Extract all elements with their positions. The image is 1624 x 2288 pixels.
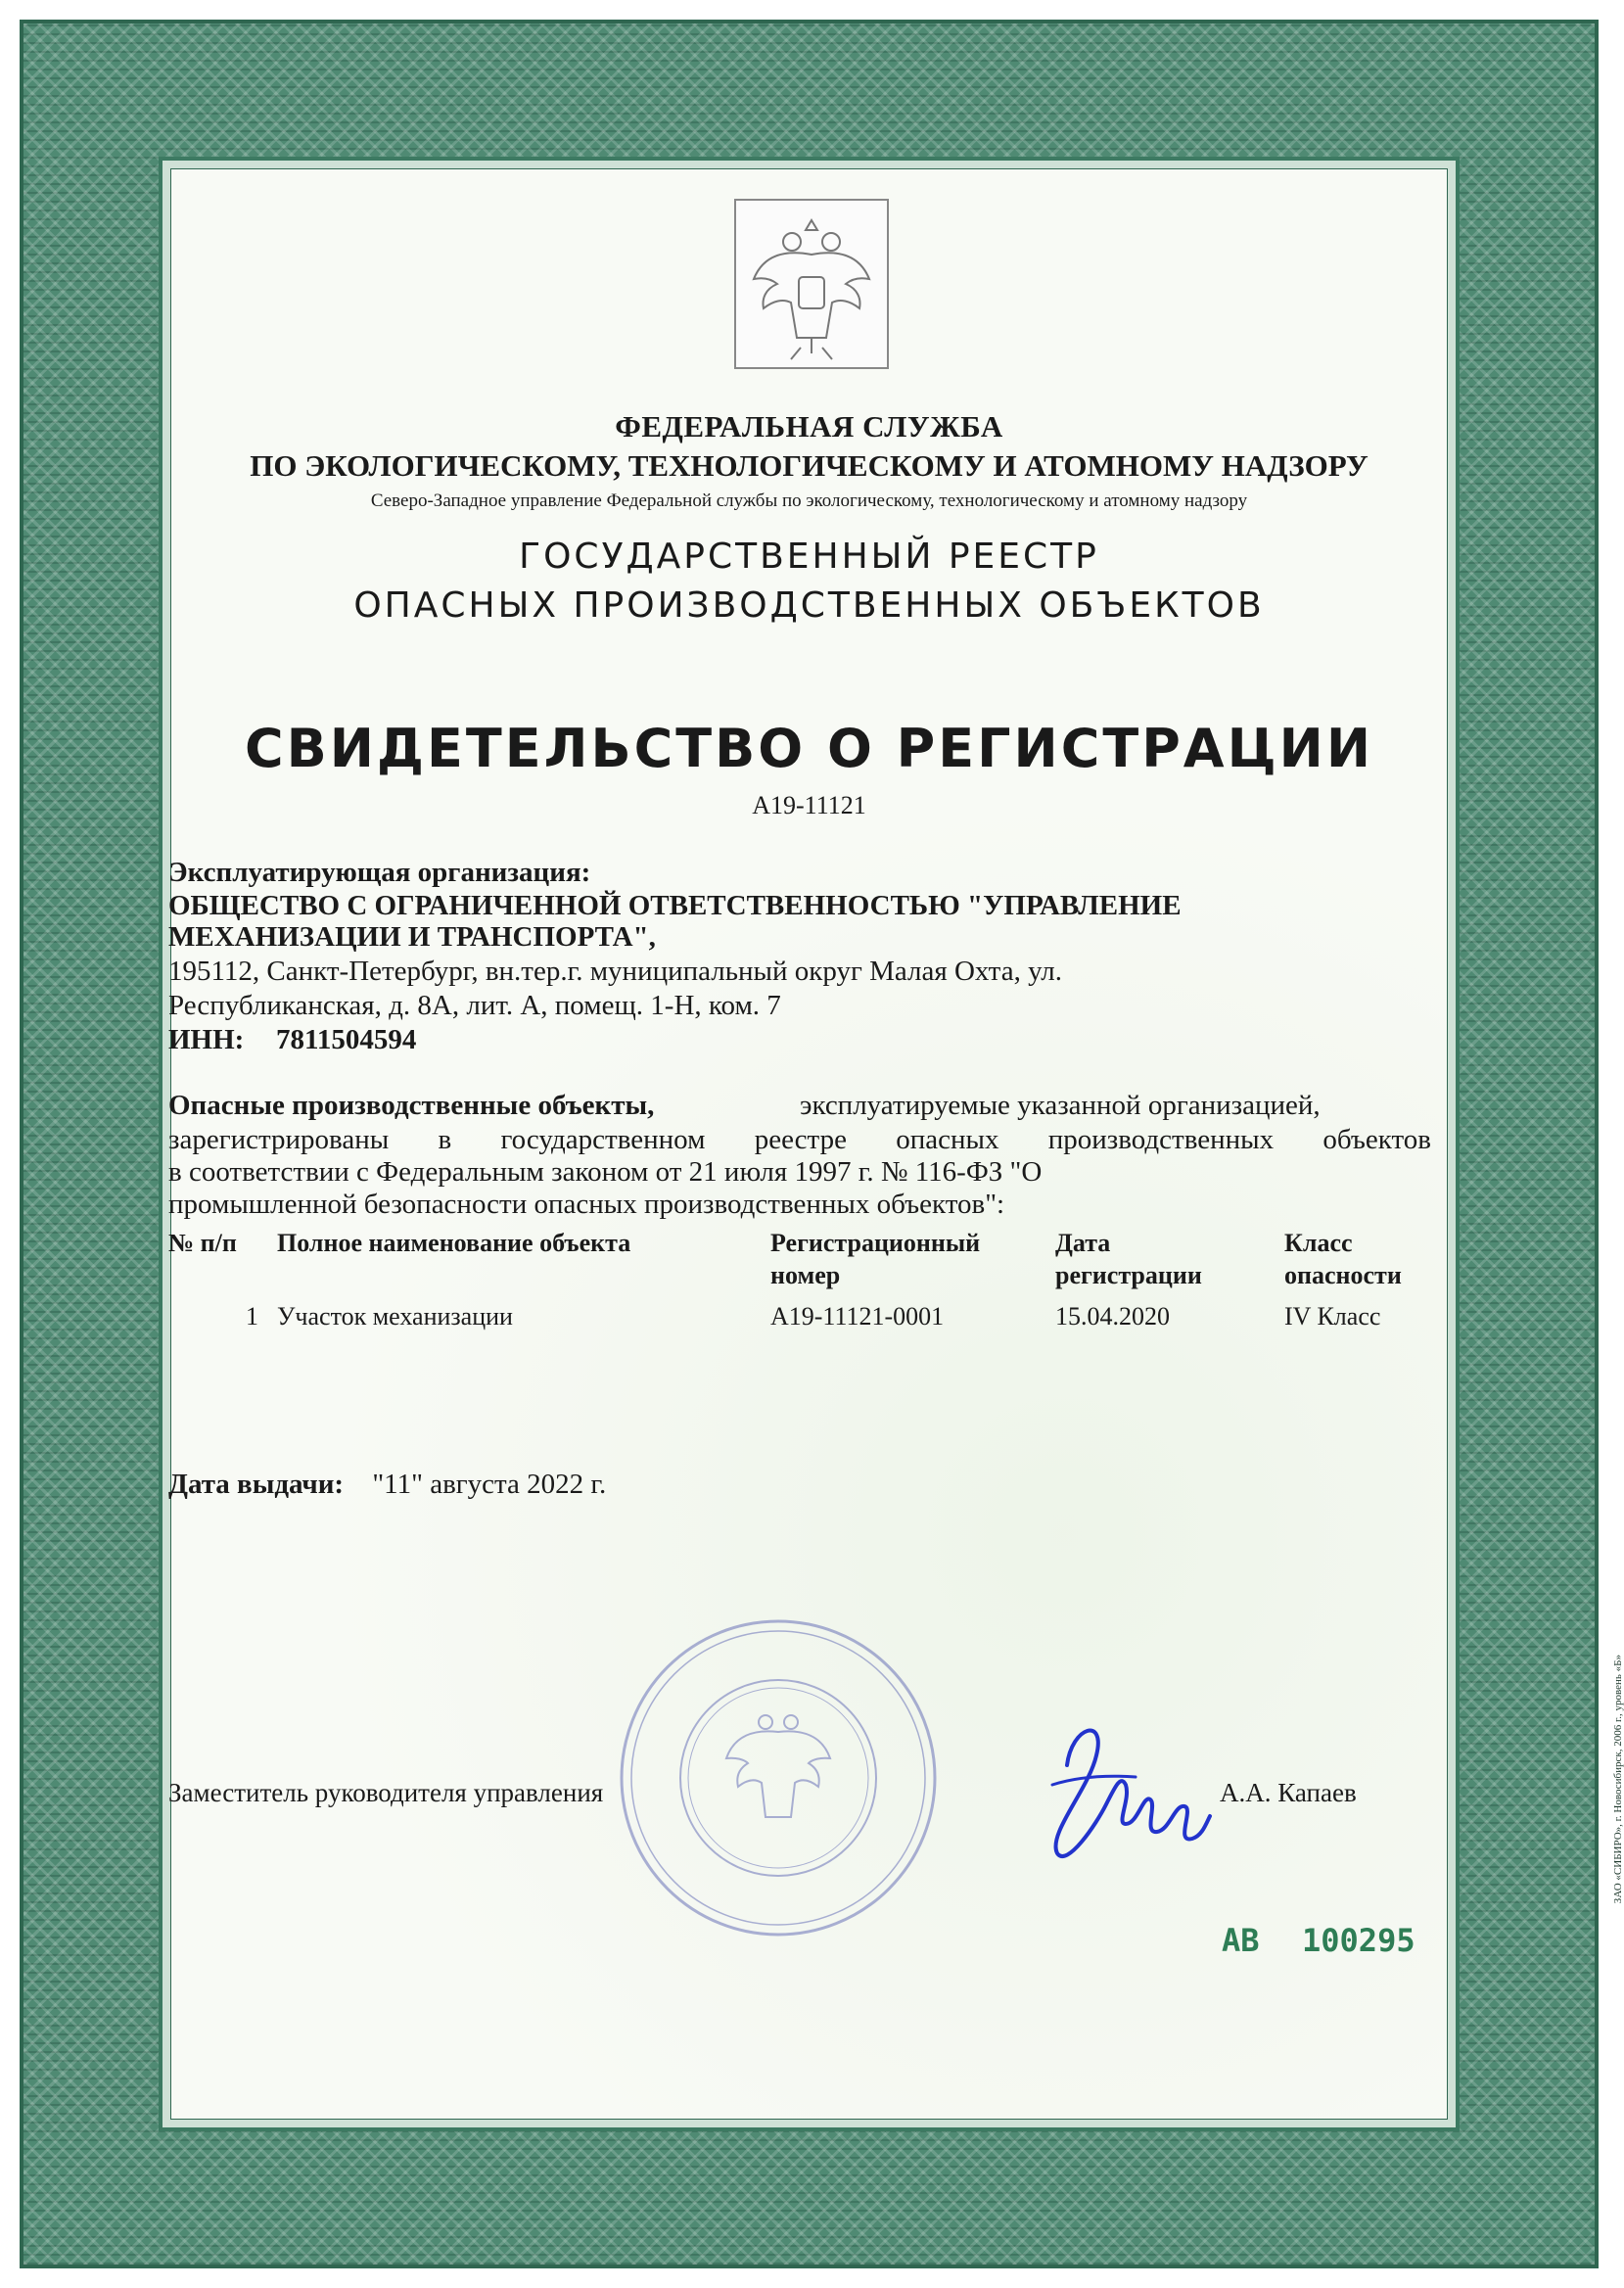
objects-line1-rest: эксплуатируемые указанной организацией, — [800, 1090, 1321, 1121]
col-class-header-line2: опасности — [1284, 1261, 1402, 1289]
registry-title: ГОСУДАРСТВЕННЫЙ РЕЕСТР — [519, 537, 1099, 577]
coat-of-arms-icon — [734, 199, 889, 369]
signature-icon — [1028, 1706, 1214, 1873]
issue-date-value: "11" августа 2022 г. — [372, 1469, 607, 1500]
registry-title-line2: ОПАСНЫХ ПРОИЗВОДСТВЕННЫХ ОБЪЕКТОВ — [353, 585, 1265, 626]
issue-date-label: Дата выдачи: — [168, 1469, 345, 1500]
printer-imprint: ЗАО «СИБИРО», г. Новосибирск, 2006 г., уровень «Б» — [1612, 1655, 1624, 1904]
organization-label: Эксплуатирующая организация: — [168, 857, 591, 888]
organization-name-line2: МЕХАНИЗАЦИИ И ТРАНСПОРТА", — [168, 921, 656, 953]
col-class-header: Класс — [1284, 1229, 1353, 1257]
col-date-header: Дата — [1055, 1229, 1111, 1257]
objects-line4: промышленной безопасности опасных производственных объектов": — [168, 1189, 1005, 1220]
agency-title-line2: ПО ЭКОЛОГИЧЕСКОМУ, ТЕХНОЛОГИЧЕСКОМУ И АТОМНОМУ НАДЗОРУ — [250, 448, 1369, 483]
inn-label: ИНН: — [168, 1024, 245, 1055]
col-name-header: Полное наименование объекта — [277, 1229, 631, 1257]
blank-series: АВ — [1222, 1922, 1260, 1959]
certificate-page — [168, 169, 1447, 2119]
inn-value: 7811504594 — [276, 1024, 417, 1055]
col-regnum-header: Регистрационный — [770, 1229, 981, 1257]
official-stamp — [617, 1616, 940, 1939]
issue-date — [168, 1469, 606, 1501]
row-date: 15.04.2020 — [1055, 1302, 1170, 1331]
signatory-name: А.А. Капаев — [1220, 1778, 1357, 1807]
organization-address-line2: Республиканская, д. 8А, лит. А, помещ. 1-Н, ком. 7 — [168, 990, 781, 1021]
row-class: IV Класс — [1284, 1302, 1381, 1331]
objects-label: Опасные производственные объекты, — [168, 1090, 655, 1121]
certificate-number: А19-11121 — [752, 791, 866, 819]
signatory-position: Заместитель руководителя управления — [168, 1778, 604, 1807]
blank-number: 100295 — [1302, 1922, 1415, 1959]
row-num: 1 — [246, 1302, 258, 1331]
organization-name: ОБЩЕСТВО С ОГРАНИЧЕННОЙ ОТВЕТСТВЕННОСТЬЮ "УПРАВЛЕНИЕ — [168, 890, 1182, 921]
objects-line2: зарегистрированы в государственном реестре опасных производственных объектов — [168, 1124, 1431, 1155]
objects-line3: в соответствии с Федеральным законом от 21 июля 1997 г. № 116-ФЗ "О — [168, 1156, 1043, 1188]
agency-subtitle: Северо-Западное управление Федеральной службы по экологическому, технологическому и атомному надзору — [370, 490, 1248, 511]
col-date-header-line2: регистрации — [1055, 1261, 1202, 1289]
agency-title: ФЕДЕРАЛЬНАЯ СЛУЖБА — [615, 409, 1003, 444]
row-regnum: А19-11121-0001 — [770, 1302, 945, 1331]
row-name: Участок механизации — [277, 1302, 513, 1331]
objects-line1 — [168, 1090, 1444, 1122]
certificate-title: СВИДЕТЕЛЬСТВО О РЕГИСТРАЦИИ — [244, 718, 1374, 779]
col-regnum-header-line2: номер — [770, 1261, 841, 1289]
col-num-header: № п/п — [168, 1229, 237, 1257]
organization-address: 195112, Санкт-Петербург, вн.тер.г. муниципальный округ Малая Охта, ул. — [168, 956, 1063, 987]
